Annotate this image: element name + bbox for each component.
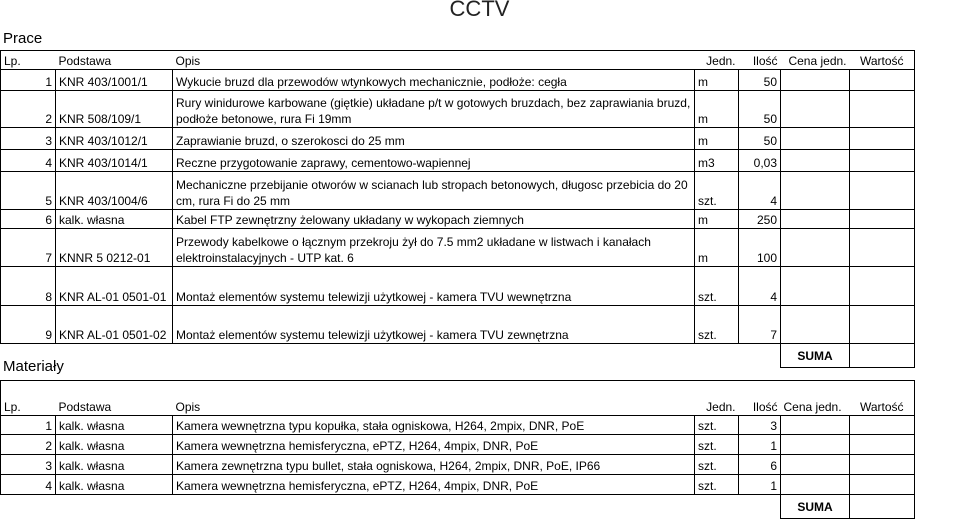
- col-header-opis: Opis: [173, 51, 695, 70]
- cell-wartosc: [850, 91, 915, 128]
- cell-cena: [781, 455, 850, 475]
- cell-podstawa: KNR 403/1012/1: [56, 128, 173, 150]
- cell-opis: Kamera wewnętrzna hemisferyczna, ePTZ, H264, 4mpix, DNR, PoE: [173, 475, 695, 495]
- cell-wartosc: [850, 210, 915, 229]
- cell-lp: 1: [1, 70, 56, 91]
- cell-ilosc: 50: [739, 70, 781, 91]
- cell-ilosc: 6: [739, 455, 781, 475]
- cell-podstawa: KNR 403/1001/1: [56, 70, 173, 91]
- cell-jedn: m: [695, 229, 739, 267]
- col-header-jedn: Jedn.: [695, 381, 739, 416]
- section-label-materialy: Materiały: [3, 358, 64, 375]
- cell-ilosc: 4: [739, 267, 781, 306]
- section-label-prace: Prace: [3, 30, 43, 47]
- cell-podstawa: KNR 403/1004/6: [56, 172, 173, 210]
- cell-cena: [781, 91, 850, 128]
- cell-podstawa: KNNR 5 0212-01: [56, 229, 173, 267]
- materialy-table: [0, 380, 915, 519]
- suma-spacer: [1, 344, 781, 368]
- suma-value: [850, 344, 915, 368]
- cell-ilosc: 1: [739, 435, 781, 455]
- col-header-podstawa: Podstawa: [56, 381, 173, 416]
- col-header-ilosc: Ilość: [739, 51, 781, 70]
- cell-podstawa: KNR 403/1014/1: [56, 150, 173, 172]
- cell-podstawa: kalk. własna: [56, 416, 173, 435]
- cell-ilosc: 1: [739, 475, 781, 495]
- cell-cena: [781, 172, 850, 210]
- cell-podstawa: KNR 508/109/1: [56, 91, 173, 128]
- cell-podstawa: KNR AL-01 0501-02: [56, 306, 173, 344]
- cell-opis: Kamera zewnętrzna typu bullet, stała ogniskowa, H264, 2mpix, DNR, PoE, IP66: [173, 455, 695, 475]
- table-row: [1, 475, 915, 495]
- table-row: [1, 455, 915, 475]
- cell-jedn: m3: [695, 150, 739, 172]
- cell-lp: 2: [1, 91, 56, 128]
- col-header-wartosc: Wartość: [850, 51, 915, 70]
- cell-ilosc: 50: [739, 128, 781, 150]
- cell-cena: [781, 229, 850, 267]
- col-header-lp: Lp.: [1, 51, 56, 70]
- table-row: [1, 70, 915, 91]
- col-header-opis: Opis: [173, 381, 695, 416]
- cell-wartosc: [850, 229, 915, 267]
- cell-wartosc: [850, 455, 915, 475]
- cell-cena: [781, 475, 850, 495]
- cell-opis: Zaprawianie bruzd, o szerokosci do 25 mm: [173, 128, 695, 150]
- table-row: [1, 416, 915, 435]
- cell-cena: [781, 416, 850, 435]
- table-row: [1, 267, 915, 306]
- cell-lp: 8: [1, 267, 56, 306]
- cell-cena: [781, 435, 850, 455]
- cell-opis: Reczne przygotowanie zaprawy, cementowo-wapiennej: [173, 150, 695, 172]
- cell-jedn: m: [695, 210, 739, 229]
- cell-lp: 6: [1, 210, 56, 229]
- prace-table: [0, 50, 915, 368]
- cell-opis: Montaż elementów systemu telewizji użytkowej - kamera TVU wewnętrzna: [173, 267, 695, 306]
- cell-opis: Montaż elementów systemu telewizji użytkowej - kamera TVU zewnętrzna: [173, 306, 695, 344]
- cell-cena: [781, 267, 850, 306]
- cell-wartosc: [850, 70, 915, 91]
- cell-cena: [781, 128, 850, 150]
- table-row: [1, 210, 915, 229]
- cell-lp: 7: [1, 229, 56, 267]
- cell-ilosc: 3: [739, 416, 781, 435]
- cell-cena: [781, 70, 850, 91]
- cell-wartosc: [850, 435, 915, 455]
- cell-jedn: m: [695, 91, 739, 128]
- cell-jedn: szt.: [695, 172, 739, 210]
- suma-label: SUMA: [781, 344, 850, 368]
- cell-wartosc: [850, 128, 915, 150]
- cell-wartosc: [850, 172, 915, 210]
- table-row: [1, 435, 915, 455]
- cell-cena: [781, 210, 850, 229]
- col-header-cena: Cena jedn.: [781, 381, 850, 416]
- cell-cena: [781, 150, 850, 172]
- cell-jedn: szt.: [695, 475, 739, 495]
- suma-label: SUMA: [781, 495, 850, 519]
- cell-lp: 9: [1, 306, 56, 344]
- cell-jedn: m: [695, 70, 739, 91]
- cell-ilosc: 7: [739, 306, 781, 344]
- cell-opis: Wykucie bruzd dla przewodów wtynkowych mechanicznie, podłoże: cegła: [173, 70, 695, 91]
- cell-wartosc: [850, 267, 915, 306]
- table-row: [1, 128, 915, 150]
- col-header-cena: Cena jedn.: [781, 51, 850, 70]
- table-row: [1, 229, 915, 267]
- col-header-jedn: Jedn.: [695, 51, 739, 70]
- table-row: [1, 150, 915, 172]
- page-title: CCTV: [449, 0, 510, 21]
- cell-ilosc: 100: [739, 229, 781, 267]
- cell-lp: 5: [1, 172, 56, 210]
- cell-wartosc: [850, 475, 915, 495]
- cell-podstawa: kalk. własna: [56, 210, 173, 229]
- cell-podstawa: kalk. własna: [56, 435, 173, 455]
- cell-lp: 1: [1, 416, 56, 435]
- cell-wartosc: [850, 150, 915, 172]
- cell-jedn: szt.: [695, 435, 739, 455]
- cell-ilosc: 50: [739, 91, 781, 128]
- cell-lp: 4: [1, 475, 56, 495]
- col-header-podstawa: Podstawa: [56, 51, 173, 70]
- cell-ilosc: 0,03: [739, 150, 781, 172]
- cell-ilosc: 250: [739, 210, 781, 229]
- cell-opis: Przewody kabelkowe o łącznym przekroju żył do 7.5 mm2 układane w listwach i kanałach elektroinstalacyjnych - UTP kat. 6: [173, 229, 695, 267]
- cell-lp: 4: [1, 150, 56, 172]
- cell-podstawa: kalk. własna: [56, 475, 173, 495]
- cell-wartosc: [850, 416, 915, 435]
- cell-cena: [781, 306, 850, 344]
- cell-jedn: m: [695, 128, 739, 150]
- table-row: [1, 306, 915, 344]
- table-row: [1, 91, 915, 128]
- prace-suma-row: [1, 344, 915, 368]
- table-row: [1, 172, 915, 210]
- cell-opis: Rury winidurowe karbowane (giętkie) układane p/t w gotowych bruzdach, bez zaprawiania bruzd, podłoże betonowe, rura Fi 19mm: [173, 91, 695, 128]
- cell-podstawa: KNR AL-01 0501-01: [56, 267, 173, 306]
- col-header-wartosc: Wartość: [850, 381, 915, 416]
- cell-lp: 3: [1, 128, 56, 150]
- cell-opis: Kamera wewnętrzna hemisferyczna, ePTZ, H264, 4mpix, DNR, PoE: [173, 435, 695, 455]
- col-header-ilosc: Ilość: [739, 381, 781, 416]
- cell-opis: Kabel FTP zewnętrzny żelowany układany w wykopach ziemnych: [173, 210, 695, 229]
- cell-wartosc: [850, 306, 915, 344]
- cell-lp: 3: [1, 455, 56, 475]
- cell-podstawa: kalk. własna: [56, 455, 173, 475]
- materialy-header-row: [1, 381, 915, 416]
- cell-lp: 2: [1, 435, 56, 455]
- cell-opis: Mechaniczne przebijanie otworów w scianach lub stropach betonowych, długosc przebicia do 20 cm, rura Fi do 25 mm: [173, 172, 695, 210]
- prace-header-row: [1, 51, 915, 70]
- cell-opis: Kamera wewnętrzna typu kopułka, stała ogniskowa, H264, 2mpix, DNR, PoE: [173, 416, 695, 435]
- cell-jedn: szt.: [695, 416, 739, 435]
- cell-jedn: szt.: [695, 306, 739, 344]
- cell-ilosc: 4: [739, 172, 781, 210]
- col-header-lp: Lp.: [1, 381, 56, 416]
- cell-jedn: szt.: [695, 455, 739, 475]
- cell-jedn: szt.: [695, 267, 739, 306]
